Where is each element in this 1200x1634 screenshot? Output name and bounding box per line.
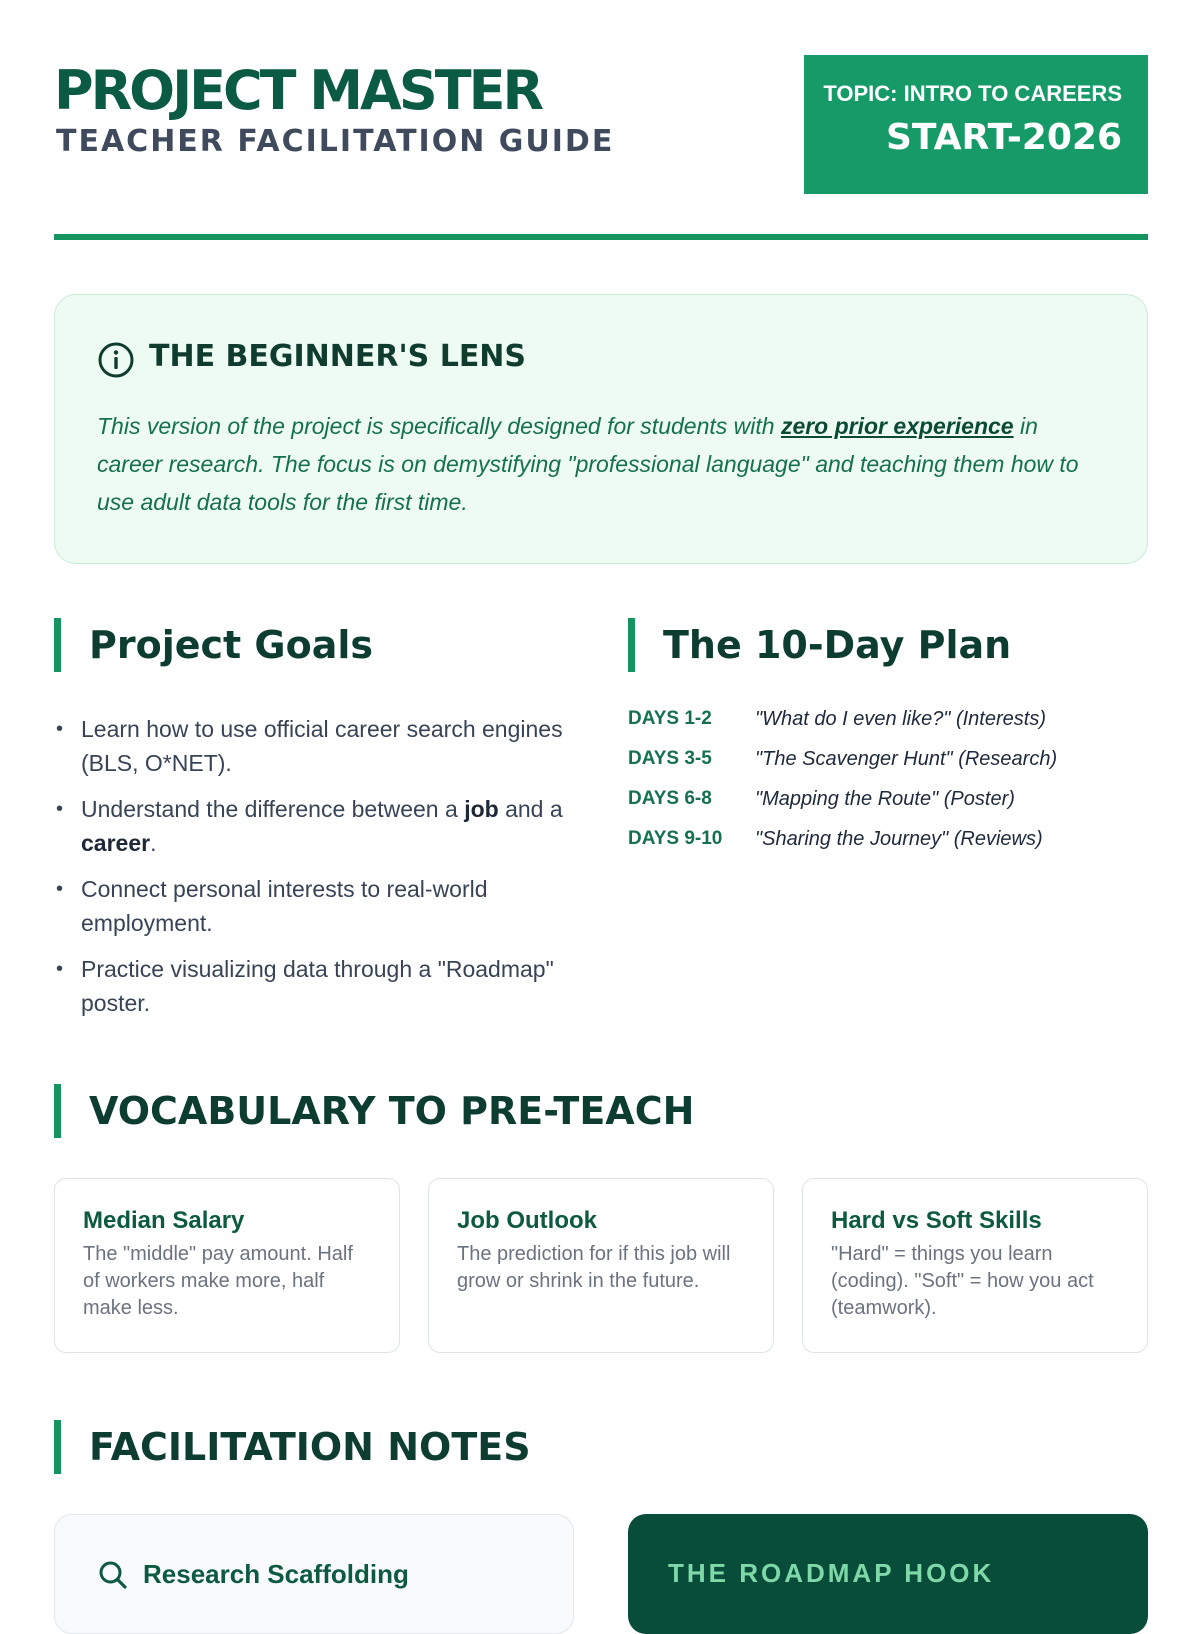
plan-description: "What do I even like?" (Interests) bbox=[755, 708, 1046, 730]
page-title: PROJECT MASTER bbox=[54, 59, 542, 122]
vocab-card-skills bbox=[802, 1178, 1148, 1353]
goal-item bbox=[54, 952, 574, 1020]
plan-description: "Mapping the Route" (Poster) bbox=[755, 788, 1015, 810]
vocab-definition: "Hard" = things you learn (coding). "Soft" = how you act (teamwork). bbox=[831, 1243, 1094, 1319]
topic-label: TOPIC: INTRO TO CAREERS bbox=[823, 81, 1122, 106]
goal-item bbox=[54, 712, 574, 780]
info-icon bbox=[97, 341, 135, 379]
header bbox=[54, 55, 1148, 195]
goals-list bbox=[54, 712, 574, 1032]
vocab-card-median-salary bbox=[54, 1178, 400, 1353]
plan-row bbox=[628, 788, 1148, 828]
plan-row bbox=[628, 748, 1148, 788]
plan-row bbox=[628, 828, 1148, 868]
plan-heading: The 10-Day Plan bbox=[628, 618, 1011, 672]
goal-text: Practice visualizing data through a "Roadmap" poster. bbox=[81, 956, 554, 1016]
vocab-term: Job Outlook bbox=[457, 1207, 597, 1234]
goal-text: Learn how to use official career search engines (BLS, O*NET). bbox=[81, 716, 563, 776]
goal-text: Understand the difference between a bbox=[81, 796, 465, 822]
lens-title: THE BEGINNER'S LENS bbox=[149, 339, 527, 374]
hook-title: THE ROADMAP HOOK bbox=[668, 1558, 995, 1588]
goal-item bbox=[54, 872, 574, 940]
vocab-heading: VOCABULARY TO PRE-TEACH bbox=[54, 1084, 694, 1138]
plan-days: DAYS 3-5 bbox=[628, 748, 712, 769]
beginners-lens-callout bbox=[54, 294, 1148, 564]
plan-days: DAYS 6-8 bbox=[628, 788, 712, 809]
goal-text: Connect personal interests to real-world employment. bbox=[81, 876, 488, 936]
goal-item bbox=[54, 792, 574, 860]
header-divider bbox=[54, 234, 1148, 240]
vocab-term: Hard vs Soft Skills bbox=[831, 1207, 1042, 1234]
guide-page bbox=[54, 0, 1148, 1600]
plan-description: "The Scavenger Hunt" (Research) bbox=[755, 748, 1058, 770]
plan-row bbox=[628, 708, 1148, 748]
plan-days: DAYS 1-2 bbox=[628, 708, 712, 729]
vocab-card-job-outlook bbox=[428, 1178, 774, 1353]
plan-days: DAYS 9-10 bbox=[628, 828, 723, 849]
lens-text-emphasis: zero prior experience bbox=[780, 413, 1014, 439]
goal-text: . bbox=[150, 830, 157, 856]
scaffold-title: Research Scaffolding bbox=[143, 1559, 409, 1589]
plan-table bbox=[628, 708, 1148, 868]
topic-badge bbox=[804, 55, 1148, 194]
page-subtitle: TEACHER FACILITATION GUIDE bbox=[56, 124, 615, 159]
vocab-definition: The "middle" pay amount. Half of workers make more, half make less. bbox=[83, 1243, 353, 1319]
lens-text-before: This version of the project is specifically designed for students with bbox=[97, 413, 781, 439]
roadmap-hook-card bbox=[628, 1514, 1148, 1634]
facilitation-heading: FACILITATION NOTES bbox=[54, 1420, 531, 1474]
topic-code: START-2026 bbox=[885, 117, 1122, 158]
vocab-term: Median Salary bbox=[83, 1207, 245, 1234]
lens-text-after: in career research. The focus is on demystifying "professional language" and teaching them how to use adult data tools for the first time. bbox=[97, 413, 1079, 515]
lens-text bbox=[97, 407, 1107, 521]
research-scaffolding-card bbox=[54, 1514, 574, 1634]
search-icon bbox=[97, 1559, 129, 1591]
goal-bold-career: career bbox=[81, 830, 151, 856]
goal-text: and a bbox=[498, 796, 563, 822]
vocab-definition: The prediction for if this job will grow or shrink in the future. bbox=[457, 1243, 731, 1292]
goals-heading: Project Goals bbox=[54, 618, 373, 672]
plan-description: "Sharing the Journey" (Reviews) bbox=[755, 828, 1043, 850]
goal-bold-job: job bbox=[464, 796, 499, 822]
